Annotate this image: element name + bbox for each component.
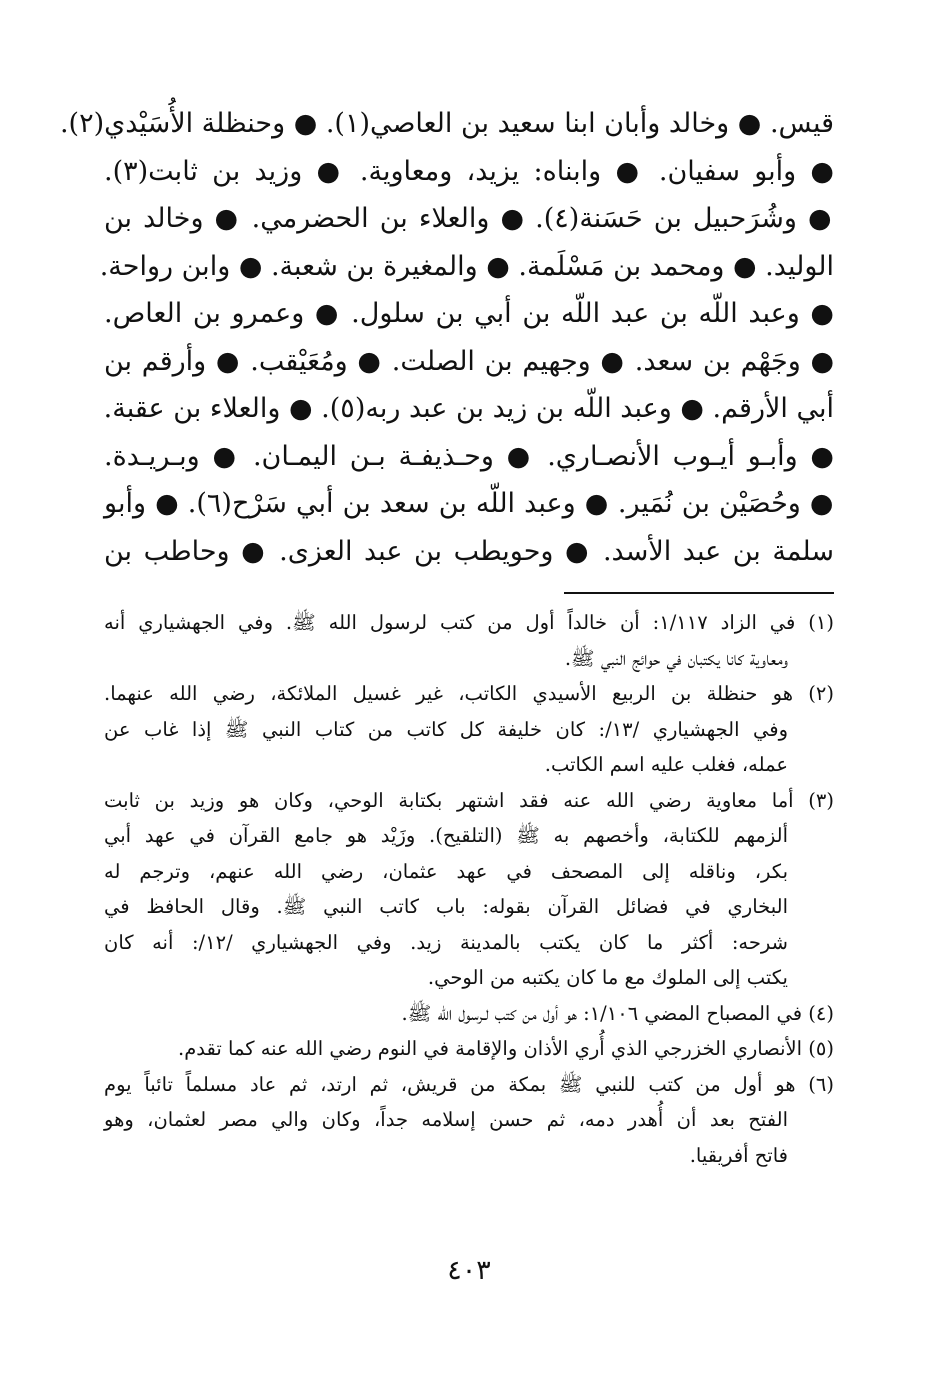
- footnote-line: بكر، وناقله إلى المصحف في عهد عثمان، رضي الله عنهم، وترجم له: [104, 859, 788, 883]
- footnote-6: [104, 1067, 834, 1174]
- main-text-line: ● وعبد اللّه بن عبد اللّه بن أبي بن سلول. ● وعمرو بن العاص.: [104, 298, 834, 329]
- main-text-line: قيس. ● وخالد وأبان ابنا سعيد بن العاصي(١). ● وحنظلة الأُسَيْدي(٢).: [59, 108, 834, 139]
- footnote-line: وفي الجهشياري /١٣/: كان خليفة كل كاتب من كتاب النبي ﷺ إذا غاب عن: [104, 717, 788, 741]
- footnote-1: [104, 605, 834, 676]
- footnote-line: (٦) هو أول من كتب للنبي ﷺ بمكة من قريش، ثم ارتد، ثم عاد مسلماً تائباً يوم: [104, 1072, 834, 1096]
- main-text-line: سلمة بن عبد الأسد. ● وحويطب بن عبد العزى. ● وحاطب بن: [104, 535, 834, 567]
- main-text-line: ● وشُرَحبيل بن حَسَنة(٤). ● والعلاء بن الحضرمي. ● وخالد بن: [104, 203, 834, 234]
- footnote-line: (٥) الأنصاري الخزرجي الذي أُري الأذان والإقامة في النوم رضي الله عنه كما تقدم.: [178, 1037, 834, 1060]
- footnote-line: ومعاوية كانا يكتبان في حوائج النبي ﷺ.: [564, 646, 788, 670]
- footnote-line: يكتب إلى الملوك مع ما كان يكتبه من الوحي.: [427, 966, 788, 989]
- footnote-line: البخاري في فضائل القرآن بقوله: باب كاتب النبي ﷺ. وقال الحافظ في: [104, 895, 788, 918]
- main-text-line: الوليد. ● ومحمد بن مَسْلَمة. ● والمغيرة بن شعبة. ● وابن رواحة.: [99, 250, 834, 282]
- footnotes-block: [104, 605, 834, 1173]
- main-text-line: ● وحُصَيْن بن نُمَير. ● وعبد اللّه بن سعد بن أبي سَرْح(٦). ● وأبو: [104, 488, 835, 519]
- footnote-2: [104, 676, 834, 783]
- footnote-3: [104, 783, 834, 996]
- footnote-line: ألزمهم للكتابة، وأخصهم به ﷺ (التلقيح). وزَيْد هو جامع القرآن في عهد أبي: [104, 824, 788, 847]
- footnote-line: عمله، فغلب عليه اسم الكاتب.: [544, 753, 788, 776]
- footnote-line: (٣) أما معاوية رضي الله عنه فقد اشتهر بكتابة الوحي، وكان هو وزيد بن ثابت: [104, 788, 834, 812]
- footnote-line: (١) في الزاد ١/١١٧: أن خالداً أول من كتب لرسول الله ﷺ. وفي الجهشياري أنه: [104, 611, 835, 634]
- footnote-5: [104, 1031, 834, 1067]
- main-text-line: أبي الأرقم. ● وعبد اللّه بن زيد بن عبد ربه(٥). ● والعلاء بن عقبة.: [103, 393, 834, 424]
- footnote-separator: [564, 592, 834, 594]
- main-text-block: [59, 100, 835, 575]
- footnote-line: فاتح أفريقيا.: [689, 1143, 788, 1167]
- footnote-line: الفتح بعد أن أُهدر دمه، ثم حسن إسلامه جداً، وكان والي مصر لعثمان، وهو: [104, 1108, 788, 1131]
- main-text-line: ● وأبو سفيان. ● وابناه: يزيد، ومعاوية. ● وزيد بن ثابت(٣).: [104, 155, 834, 187]
- footnote-line: (٤) في المصباح المضي ١/١٠٦: هو أول من كتب لـرسول الله ﷺ.: [401, 1001, 834, 1025]
- footnote-line: شرحه: أكثر ما كان يكتب بالمدينة زيد. وفي الجهشياري /١٢/: أنه كان: [104, 930, 788, 954]
- footnote-4: [104, 996, 834, 1032]
- main-text-line: ● وجَهْم بن سعد. ● وجهيم بن الصلت. ● ومُعَيْقب. ● وأرقم بن: [104, 345, 834, 377]
- main-text-line: ● وأبـو أيـوب الأنصـاري. ● وحـذيفـة بـن اليمـان. ● وبـريـدة.: [104, 440, 834, 472]
- book-page: [59, 100, 835, 1360]
- page-number: ٤٠٣: [447, 1255, 491, 1286]
- footnote-line: (٢) هو حنظلة بن الربيع الأسيدي الكاتب، غير غسيل الملائكة، رضي الله عنهما.: [104, 682, 834, 705]
